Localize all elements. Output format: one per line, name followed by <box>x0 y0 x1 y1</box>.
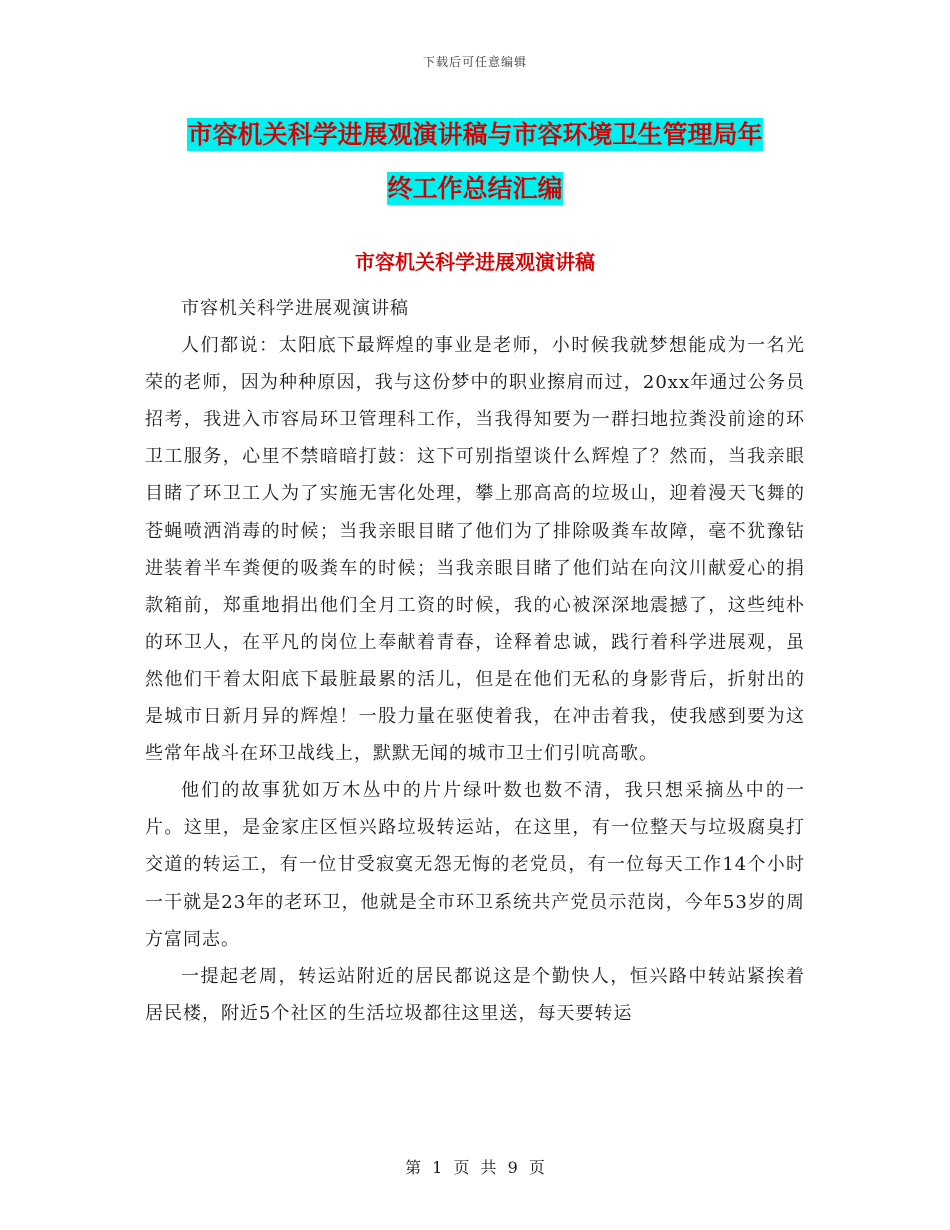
body-text <box>145 290 805 1032</box>
title-line-1: 市容机关科学进展观演讲稿与市容环境卫生管理局年 <box>187 120 763 149</box>
paragraph: 人们都说：太阳底下最辉煌的事业是老师，小时候我就梦想能成为一名光荣的老师，因为种种原因，我与这份梦中的职业擦肩而过，20xx年通过公务员招考，我进入市容局环卫管理科工作，当我得知要为一群扫地拉粪没前途的环卫工服务，心里不禁暗暗打鼓：这下可别指望谈什么辉煌了？然而，当我亲眼目睹了环卫工人为了实施无害化处理，攀上那高高的垃圾山，迎着漫天飞舞的苍蝇喷洒消毒的时候；当我亲眼目睹了他们为了排除吸粪车故障，毫不犹豫钻进装着半车粪便的吸粪车的时候；当我亲眼目睹了他们站在向汶川献爱心的捐款箱前，郑重地捐出他们全月工资的时候，我的心被深深地震撼了，这些纯朴的环卫人，在平凡的岗位上奉献着青春，诠释着忠诚，践行着科学进展观，虽然他们干着太阳底下最脏最累的活儿，但是在他们无私的身影背后，折射出的是城市日新月异的辉煌！一股力量在驱使着我，在冲击着我，使我感到要为这些常年战斗在环卫战线上，默默无闻的城市卫士们引吭高歌。 <box>145 335 805 765</box>
paragraph: 他们的故事犹如万木丛中的片片绿叶数也数不清，我只想采摘丛中的一片。这里，是金家庄区恒兴路垃圾转运站，在这里，有一位整天与垃圾腐臭打交道的转运工，有一位甘受寂寞无怨无悔的老党员，有一位每天工作14个小时一干就是23年的老环卫，他就是全市环卫系统共产党员示范岗，今年53岁的周方富同志。 <box>145 780 805 950</box>
page-number-footer: 第 1 页 共 9 页 <box>405 1158 545 1177</box>
document-title <box>140 108 810 216</box>
header-note: 下载后可任意编辑 <box>422 55 527 69</box>
paragraph: 一提起老周，转运站附近的居民都说这是个勤快人，恒兴路中转站紧挨着居民楼，附近5个社区的生活垃圾都往这里送，每天要转运 <box>145 965 805 1024</box>
title-line-2: 终工作总结汇编 <box>387 174 563 203</box>
section-title: 市容机关科学进展观演讲稿 <box>355 250 595 274</box>
paragraph: 市容机关科学进展观演讲稿 <box>181 298 409 319</box>
